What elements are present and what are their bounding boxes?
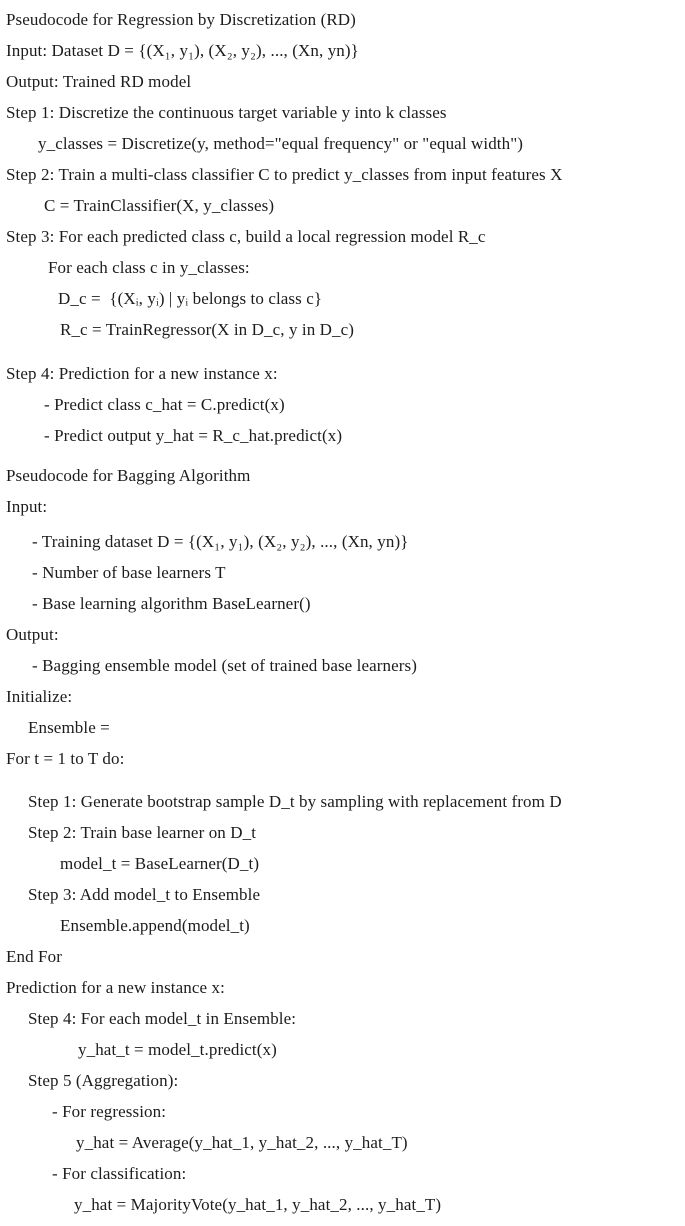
- pseudocode-line: Pseudocode for Bagging Algorithm: [6, 466, 251, 485]
- pseudocode-line: Step 3: For each predicted class c, build a local regression model R_c: [6, 227, 486, 246]
- pseudocode-line: Step 4: Prediction for a new instance x:: [6, 364, 278, 383]
- pseudocode-line: - Predict class c_hat = C.predict(x): [44, 395, 285, 414]
- pseudocode-line: Pseudocode for Regression by Discretization (RD): [6, 10, 356, 29]
- pseudocode-line: Step 1: Generate bootstrap sample D_t by sampling with replacement from D: [28, 792, 562, 811]
- pseudocode-lines: [6, 4, 679, 1220]
- pseudocode-line: Ensemble.append(model_t): [60, 916, 250, 935]
- pseudocode-line: Output:: [6, 625, 59, 644]
- pseudocode-line: D_c = {(Xᵢ, yᵢ) | yᵢ belongs to class c}: [58, 289, 323, 308]
- pseudocode-line: - Number of base learners T: [32, 563, 226, 582]
- pseudocode-line: For t = 1 to T do:: [6, 749, 125, 768]
- pseudocode-line: - Bagging ensemble model (set of trained base learners): [32, 656, 418, 675]
- pseudocode-line: Input: Dataset D = {(X₁, y₁), (X₂, y₂), ..., (Xn, yn)}: [6, 41, 359, 60]
- pseudocode-line: Ensemble =: [28, 718, 110, 737]
- pseudocode-line: - For classification:: [52, 1164, 187, 1183]
- pseudocode-line: - For regression:: [52, 1102, 167, 1121]
- pseudocode-line: Step 4: For each model_t in Ensemble:: [28, 1009, 297, 1028]
- pseudocode-document: [6, 4, 679, 1220]
- pseudocode-line: C = TrainClassifier(X, y_classes): [44, 196, 275, 215]
- pseudocode-line: - Base learning algorithm BaseLearner(): [32, 594, 311, 613]
- pseudocode-line: Step 1: Discretize the continuous target variable y into k classes: [6, 103, 447, 122]
- pseudocode-line: y_classes = Discretize(y, method="equal frequency" or "equal width"): [38, 134, 524, 153]
- pseudocode-line: Step 3: Add model_t to Ensemble: [28, 885, 261, 904]
- pseudocode-line: Output: Trained RD model: [6, 72, 192, 91]
- pseudocode-line: Prediction for a new instance x:: [6, 978, 225, 997]
- pseudocode-line: Input:: [6, 497, 48, 516]
- pseudocode-line: End For: [6, 947, 62, 966]
- pseudocode-line: y_hat = Average(y_hat_1, y_hat_2, ..., y_hat_T): [76, 1133, 408, 1152]
- pseudocode-line: y_hat_t = model_t.predict(x): [78, 1040, 277, 1059]
- pseudocode-line: - Predict output y_hat = R_c_hat.predict(x): [44, 426, 343, 445]
- pseudocode-line: Step 2: Train base learner on D_t: [28, 823, 257, 842]
- pseudocode-line: R_c = TrainRegressor(X in D_c, y in D_c): [60, 320, 355, 339]
- pseudocode-line: Step 5 (Aggregation):: [28, 1071, 179, 1090]
- pseudocode-line: y_hat = MajorityVote(y_hat_1, y_hat_2, ..., y_hat_T): [74, 1195, 442, 1214]
- pseudocode-line: Initialize:: [6, 687, 73, 706]
- pseudocode-line: Step 2: Train a multi-class classifier C to predict y_classes from input features X: [6, 165, 563, 184]
- pseudocode-line: model_t = BaseLearner(D_t): [60, 854, 260, 873]
- pseudocode-line: - Training dataset D = {(X₁, y₁), (X₂, y₂), ..., (Xn, yn)}: [32, 532, 409, 551]
- pseudocode-line: For each class c in y_classes:: [48, 258, 250, 277]
